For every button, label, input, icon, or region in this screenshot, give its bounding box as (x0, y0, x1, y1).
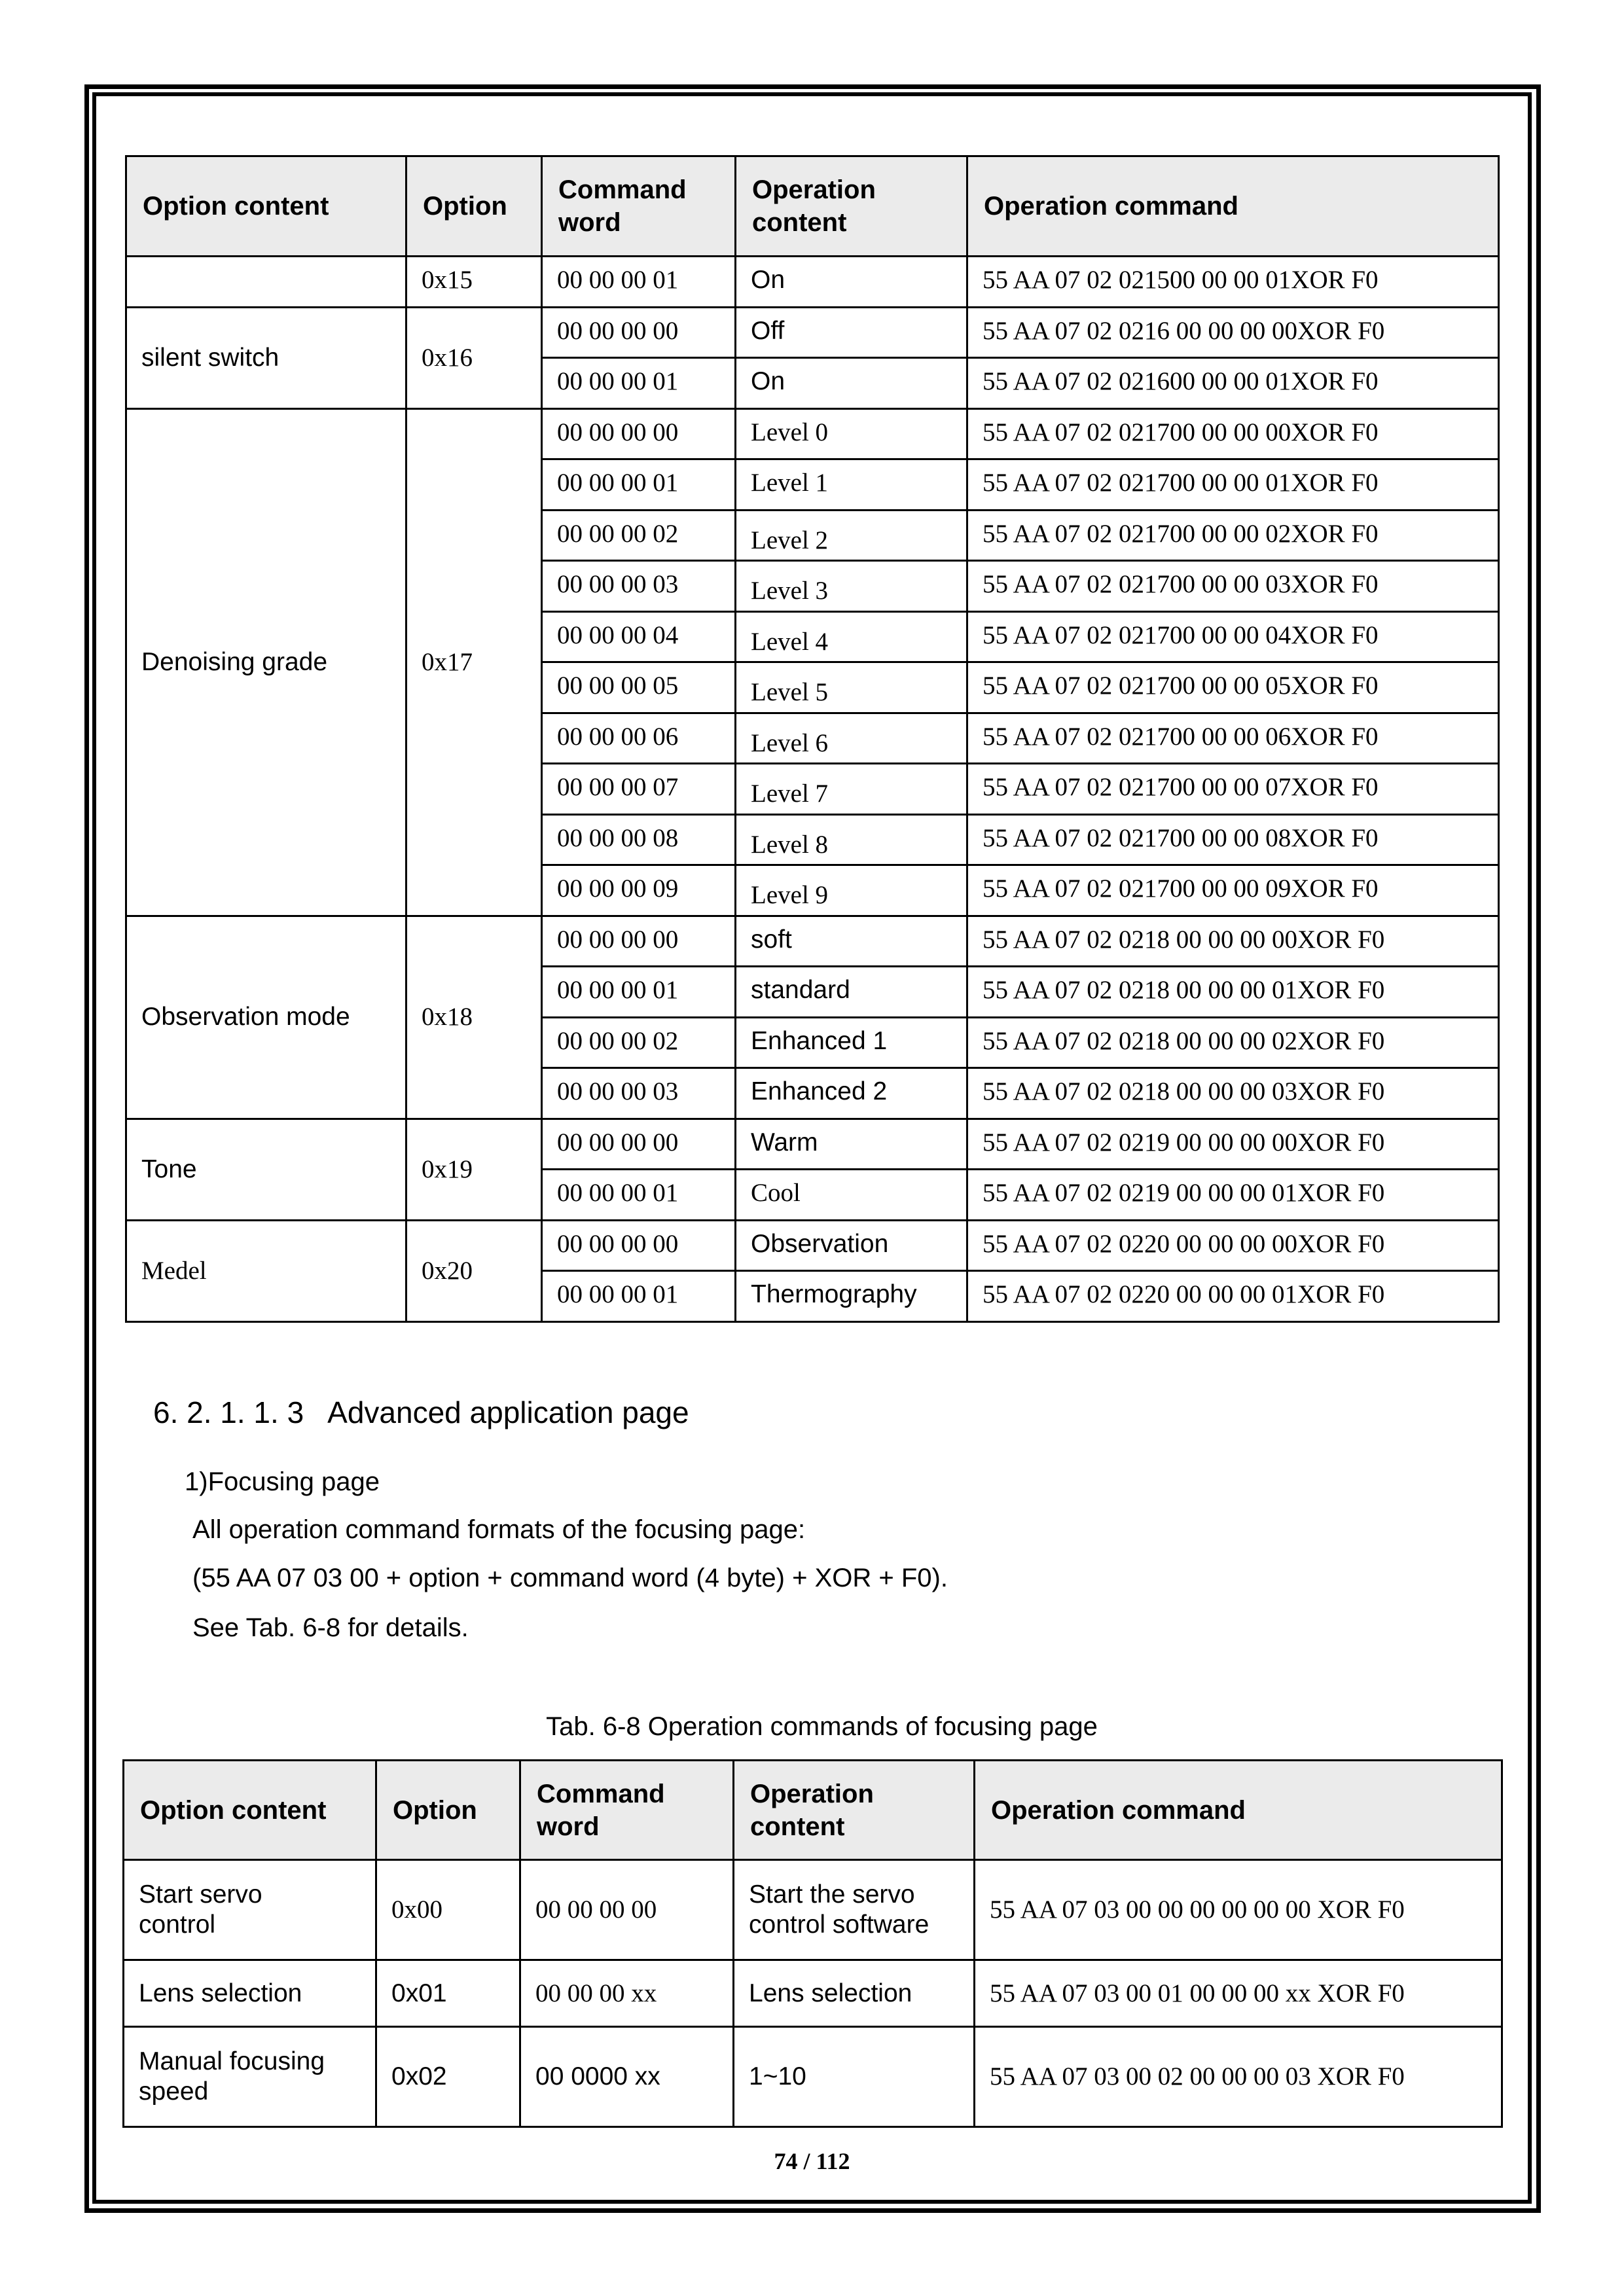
table-row (124, 1860, 1502, 1960)
option-content-cell (126, 257, 406, 308)
option-cell: 0x17 (406, 408, 542, 916)
operation-command-cell: 55 AA 07 02 021500 00 00 01XOR F0 (967, 257, 1499, 308)
operation-command-cell: 55 AA 07 02 0219 00 00 00 01XOR F0 (967, 1170, 1499, 1221)
operation-content-cell: Level 5 (736, 662, 967, 713)
command-word-cell: 00 00 00 00 (542, 307, 736, 358)
operation-command-cell: 55 AA 07 02 021700 00 00 00XOR F0 (967, 408, 1499, 459)
operation-command-cell: 55 AA 07 02 0218 00 00 00 03XOR F0 (967, 1068, 1499, 1119)
operation-command-cell: 55 AA 07 02 021700 00 00 04XOR F0 (967, 611, 1499, 662)
operation-command-cell: 55 AA 07 03 00 02 00 00 00 03 XOR F0 (975, 2027, 1502, 2127)
table-row (126, 1119, 1499, 1170)
operation-content-cell: Enhanced 2 (736, 1068, 967, 1119)
operation-command-cell: 55 AA 07 02 021700 00 00 09XOR F0 (967, 865, 1499, 916)
operation-content-cell: Enhanced 1 (736, 1017, 967, 1068)
table-header-row (126, 156, 1499, 257)
table-row (124, 2027, 1502, 2127)
operation-content-cell: Level 6 (736, 713, 967, 764)
section-number: 6. 2. 1. 1. 3 (153, 1395, 304, 1429)
option-cell: 0x16 (406, 307, 542, 408)
operation-content-cell: Thermography (736, 1271, 967, 1322)
operation-command-cell: 55 AA 07 02 021700 00 00 05XOR F0 (967, 662, 1499, 713)
option-cell: 0x01 (376, 1960, 520, 2027)
command-word-cell: 00 00 00 01 (542, 1170, 736, 1221)
paragraph-line: (55 AA 07 03 00 + option + command word (4 byte) + XOR + F0). (192, 1564, 948, 1592)
option-content-cell: Observation mode (126, 916, 406, 1119)
command-word-cell: 00 00 00 00 (520, 1860, 734, 1960)
operation-content-cell: Level 1 (736, 459, 967, 511)
command-word-cell: 00 00 00 08 (542, 814, 736, 865)
command-word-cell: 00 00 00 09 (542, 865, 736, 916)
operation-content-cell: On (736, 358, 967, 409)
header-option: Option (406, 156, 542, 257)
command-word-cell: 00 00 00 05 (542, 662, 736, 713)
operation-content-cell: standard (736, 967, 967, 1018)
table-row (124, 1960, 1502, 2027)
option-cell: 0x02 (376, 2027, 520, 2127)
command-word-cell: 00 00 00 01 (542, 459, 736, 511)
operation-content-cell: 1~10 (734, 2027, 975, 2127)
option-content-cell: Lens selection (124, 1960, 376, 2027)
command-word-cell: 00 00 00 06 (542, 713, 736, 764)
operation-command-cell: 55 AA 07 02 0218 00 00 00 02XOR F0 (967, 1017, 1499, 1068)
command-word-cell: 00 00 00 01 (542, 358, 736, 409)
section-heading (153, 1394, 689, 1431)
operation-command-cell: 55 AA 07 02 021700 00 00 08XOR F0 (967, 814, 1499, 865)
operation-command-cell: 55 AA 07 02 021600 00 00 01XOR F0 (967, 358, 1499, 409)
command-word-cell: 00 00 00 04 (542, 611, 736, 662)
subsection-title: 1)Focusing page (185, 1467, 380, 1496)
operation-content-cell: Level 3 (736, 561, 967, 612)
operation-content-cell: Level 4 (736, 611, 967, 662)
operation-content-cell: Observation (736, 1220, 967, 1271)
header-operation-command: Operation command (975, 1761, 1502, 1860)
command-word-cell: 00 00 00 03 (542, 1068, 736, 1119)
header-operation-content: Operation content (734, 1761, 975, 1860)
option-cell: 0x18 (406, 916, 542, 1119)
option-content-cell: Manual focusing speed (124, 2027, 376, 2127)
operation-content-cell: soft (736, 916, 967, 967)
focusing-page-command-table (122, 1759, 1503, 2128)
table-row (126, 1220, 1499, 1271)
option-cell: 0x19 (406, 1119, 542, 1220)
section-title: Advanced application page (327, 1395, 689, 1429)
operation-command-cell: 55 AA 07 02 021700 00 00 03XOR F0 (967, 561, 1499, 612)
option-content-cell: silent switch (126, 307, 406, 408)
operation-content-cell: Start the servo control software (734, 1860, 975, 1960)
operation-content-cell: Off (736, 307, 967, 358)
command-word-cell: 00 0000 xx (520, 2027, 734, 2127)
table-row (126, 408, 1499, 459)
operation-command-cell: 55 AA 07 02 0220 00 00 00 00XOR F0 (967, 1220, 1499, 1271)
operation-content-cell: Level 2 (736, 510, 967, 561)
option-content-cell: Start servo control (124, 1860, 376, 1960)
header-option-content: Option content (126, 156, 406, 257)
operation-command-cell: 55 AA 07 02 021700 00 00 06XOR F0 (967, 713, 1499, 764)
operation-command-cell: 55 AA 07 02 0218 00 00 00 00XOR F0 (967, 916, 1499, 967)
table-row (126, 307, 1499, 358)
operation-command-cell: 55 AA 07 02 0219 00 00 00 00XOR F0 (967, 1119, 1499, 1170)
operation-command-cell: 55 AA 07 02 0220 00 00 00 01XOR F0 (967, 1271, 1499, 1322)
table-caption: Tab. 6-8 Operation commands of focusing page (546, 1712, 1098, 1741)
command-word-cell: 00 00 00 00 (542, 1220, 736, 1271)
operation-command-cell: 55 AA 07 02 021700 00 00 07XOR F0 (967, 764, 1499, 815)
operation-content-cell: Lens selection (734, 1960, 975, 2027)
paragraph-line: All operation command formats of the focusing page: (192, 1515, 806, 1544)
paragraph-line: See Tab. 6-8 for details. (192, 1613, 469, 1642)
command-word-cell: 00 00 00 00 (542, 408, 736, 459)
operation-content-cell: Level 7 (736, 764, 967, 815)
option-cell: 0x15 (406, 257, 542, 308)
table-row (126, 257, 1499, 308)
operation-command-cell: 55 AA 07 02 0218 00 00 00 01XOR F0 (967, 967, 1499, 1018)
table-header-row (124, 1761, 1502, 1860)
option-content-cell: Medel (126, 1220, 406, 1321)
command-word-cell: 00 00 00 00 (542, 916, 736, 967)
operation-content-cell: Warm (736, 1119, 967, 1170)
operation-command-cell: 55 AA 07 02 0216 00 00 00 00XOR F0 (967, 307, 1499, 358)
operation-content-cell: On (736, 257, 967, 308)
operation-content-cell: Cool (736, 1170, 967, 1221)
command-word-cell: 00 00 00 01 (542, 967, 736, 1018)
header-operation-command: Operation command (967, 156, 1499, 257)
header-command-word: Command word (520, 1761, 734, 1860)
header-command-word: Command word (542, 156, 736, 257)
command-word-cell: 00 00 00 00 (542, 1119, 736, 1170)
operation-content-cell: Level 0 (736, 408, 967, 459)
operation-command-cell: 55 AA 07 03 00 00 00 00 00 00 XOR F0 (975, 1860, 1502, 1960)
operation-command-cell: 55 AA 07 02 021700 00 00 02XOR F0 (967, 510, 1499, 561)
header-option-content: Option content (124, 1761, 376, 1860)
command-table-continued (125, 155, 1500, 1323)
option-cell: 0x00 (376, 1860, 520, 1960)
command-word-cell: 00 00 00 01 (542, 257, 736, 308)
page-number: 74 / 112 (774, 2148, 850, 2174)
command-word-cell: 00 00 00 02 (542, 510, 736, 561)
command-word-cell: 00 00 00 xx (520, 1960, 734, 2027)
command-word-cell: 00 00 00 03 (542, 561, 736, 612)
operation-command-cell: 55 AA 07 02 021700 00 00 01XOR F0 (967, 459, 1499, 511)
command-word-cell: 00 00 00 07 (542, 764, 736, 815)
operation-command-cell: 55 AA 07 03 00 01 00 00 00 xx XOR F0 (975, 1960, 1502, 2027)
command-word-cell: 00 00 00 02 (542, 1017, 736, 1068)
operation-content-cell: Level 9 (736, 865, 967, 916)
header-operation-content: Operation content (736, 156, 967, 257)
option-content-cell: Denoising grade (126, 408, 406, 916)
command-word-cell: 00 00 00 01 (542, 1271, 736, 1322)
option-content-cell: Tone (126, 1119, 406, 1220)
operation-content-cell: Level 8 (736, 814, 967, 865)
header-option: Option (376, 1761, 520, 1860)
table-row (126, 916, 1499, 967)
option-cell: 0x20 (406, 1220, 542, 1321)
